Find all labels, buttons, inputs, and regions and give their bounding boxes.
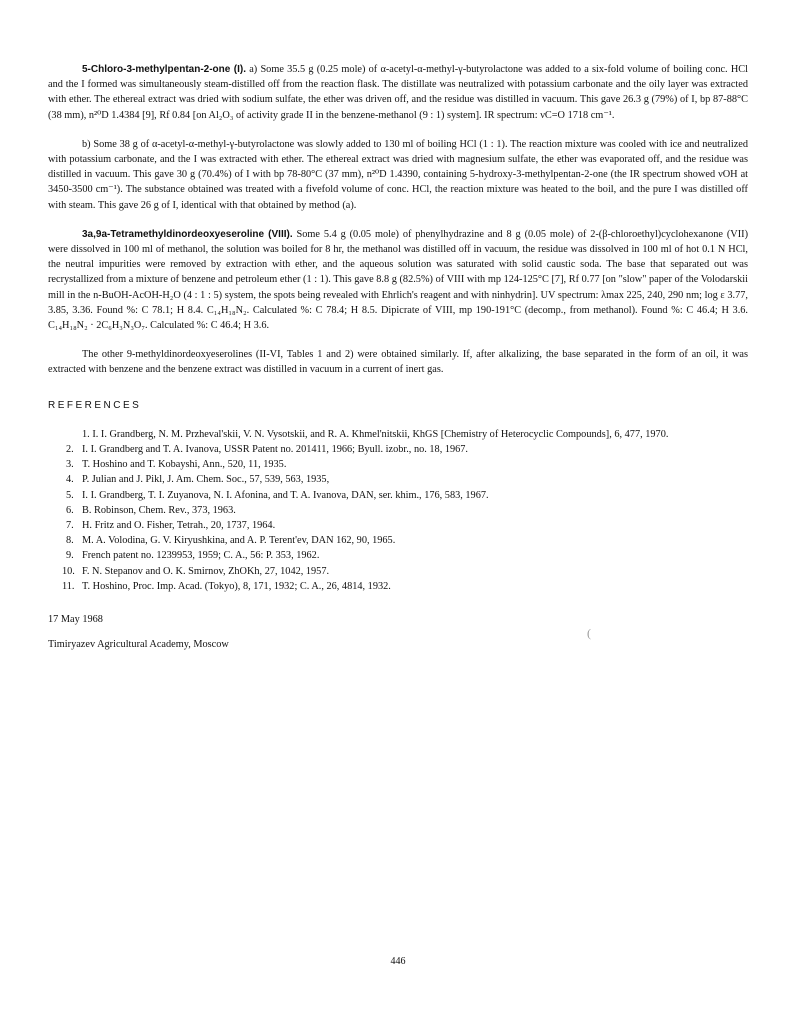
reference-item: 2. I. I. Grandberg and T. A. Ivanova, USSR Patent no. 201411, 1966; Byull. izobr., no. 18, 1967. — [66, 444, 469, 456]
paragraph-text: The other 9-methyldinordeoxyeserolines (II-VI, Tables 1 and 2) were obtained similarly. If, after alkalizing, the base separated in the form of an oil, it was extracted with benzene and the benzene extract was distilled in vacuum in a current of inert gas. — [48, 349, 748, 376]
references-heading: REFERENCES — [48, 399, 142, 411]
paragraph-compound-i-method-b — [48, 137, 748, 213]
reference-item: 11. T. Hoshino, Proc. Imp. Acad. (Tokyo), 8, 171, 1932; C. A., 26, 4814, 1932. — [62, 580, 391, 592]
references-list — [48, 427, 748, 594]
pencil-mark: ( — [587, 626, 591, 640]
paragraph-text: b) Some 38 g of α-acetyl-α-methyl-γ-butyrolactone was slowly added to 130 ml of boiling HCl (1 : 1). The reaction mixture was cooled with ice and neutralized with potassium carbonate, and the I was extracted with ether. The ethereal extract was dried with magnesium sulfate, the ether was evaporated off, and the residue was distilled in vacuum. This gave 30 g (70.4%) of I with bp 78-80°C (37 mm), n²⁰D 1.4390, containing 5-hydroxy-3-methylpentan-2-one (the IR spectrum showed νOH at 3450-3500 cm⁻¹). The substance obtained was treated with a fivefold volume of conc. HCl, the reaction mixture was heated to the boil, and the pure I was distilled off with steam. This gave 26 g of I, identical with that obtained by method (a). — [48, 138, 748, 211]
paragraph-other-compounds — [48, 347, 748, 377]
paragraph-compound-viii — [48, 227, 748, 333]
compound-heading: 5-Chloro-3-methylpentan-2-one (I). — [82, 64, 246, 75]
affiliation: Timiryazev Agricultural Academy, Moscow — [48, 639, 229, 651]
reference-item: 7. H. Fritz and O. Fisher, Tetrah., 20, 1737, 1964. — [66, 520, 276, 532]
paragraph-text: Some 5.4 g (0.05 mole) of phenylhydrazine and 8 g (0.05 mole) of 2-(β-chloroethyl)cyclohexanone (VII) were dissolved in 100 ml of methanol, the solution was boiled for 8 hr, the methanol was distilled off in vacuum, the residue was dissolved in 100 ml of hot 0.1 N HCl, the neutral impurities were removed by extraction with ether, and the aqueous solution was saturated with solid caustic soda. The base that separated out was recrystallized from a mixture of benzene and petroleum ether (1 : 1). This gave 8.8 g (82.5%) of VIII with mp 124-125°C [7], Rf 0.77 [on "slow" paper of the Volodarskii mill in the n-BuOH-AcOH-H₂O (4 : 1 : 5) system, the spots being revealed with Ehrlich's reagent and with ninhydrin]. UV spectrum: λmax 225, 240, 290 nm; log ε 3.77, 3.85, 3.36. Found %: C 78.1; H 8.4. C₁₄H₁₈N₂. Calculated %: C 78.4; H 8.5. Dipicrate of VIII, mp 190-191°C (decomp., from methanol). Found %: C 46.4; H 3.6. C₁₄H₁₈N₂ · 2C₆H₃N₃O₇. Calculated %: C 46.4; H 3.6. — [48, 228, 749, 332]
reference-item: 4. P. Julian and J. Pikl, J. Am. Chem. Soc., 57, 539, 563, 1935, — [66, 474, 330, 486]
received-date: 17 May 1968 — [48, 614, 103, 626]
page-number: 446 — [390, 956, 406, 967]
paragraph-text: a) Some 35.5 g (0.25 mole) of α-acetyl-α-methyl-γ-butyrolactone was added to a six-fold volume of boiling conc. HCl and the I formed was simultaneously steam-distilled off from the reaction flask. The distillate was neutralized with potassium carbonate and the oily layer was extracted with ether. The ethereal extract was dried with sodium sulfate, the ether was driven off, and the residue was distilled in vacuum. This gave 26.3 g (79%) of I, bp 87-88°C (38 mm), n²⁰D 1.4384 [9], Rf 0.84 [on Al₂O₃ of activity grade II in the benzene-methanol (9 : 1) system]. IR spectrum: νC=O 1718 cm⁻¹. — [48, 64, 748, 121]
reference-item: 10. F. N. Stepanov and O. K. Smirnov, ZhOKh, 27, 1042, 1957. — [62, 565, 330, 577]
reference-item: 6. B. Robinson, Chem. Rev., 373, 1963. — [66, 504, 236, 516]
reference-item: 9. French patent no. 1239953, 1959; C. A., 56: P. 353, 1962. — [66, 550, 320, 562]
reference-item: 1. I. I. Grandberg, N. M. Przheval'skii, V. N. Vysotskii, and R. A. Khmel'nitskii, KhGS [Chemistry of Heterocyclic Compounds], 6, 477, 1970. — [82, 428, 669, 440]
reference-item: 8. M. A. Volodina, G. V. Kiryushkina, and A. P. Terent'ev, DAN 162, 90, 1965. — [66, 535, 396, 547]
reference-item: 3. T. Hoshino and T. Kobayshi, Ann., 520, 11, 1935. — [66, 459, 287, 471]
paragraph-compound-i-method-a — [48, 62, 748, 123]
reference-item: 5. I. I. Grandberg, T. I. Zuyanova, N. I. Afonina, and T. A. Ivanova, DAN, ser. khim., 176, 583, 1967. — [66, 489, 489, 501]
compound-heading: 3a,9a-Tetramethyldinordeoxyeseroline (VIII). — [82, 228, 293, 240]
article-body — [48, 62, 748, 653]
